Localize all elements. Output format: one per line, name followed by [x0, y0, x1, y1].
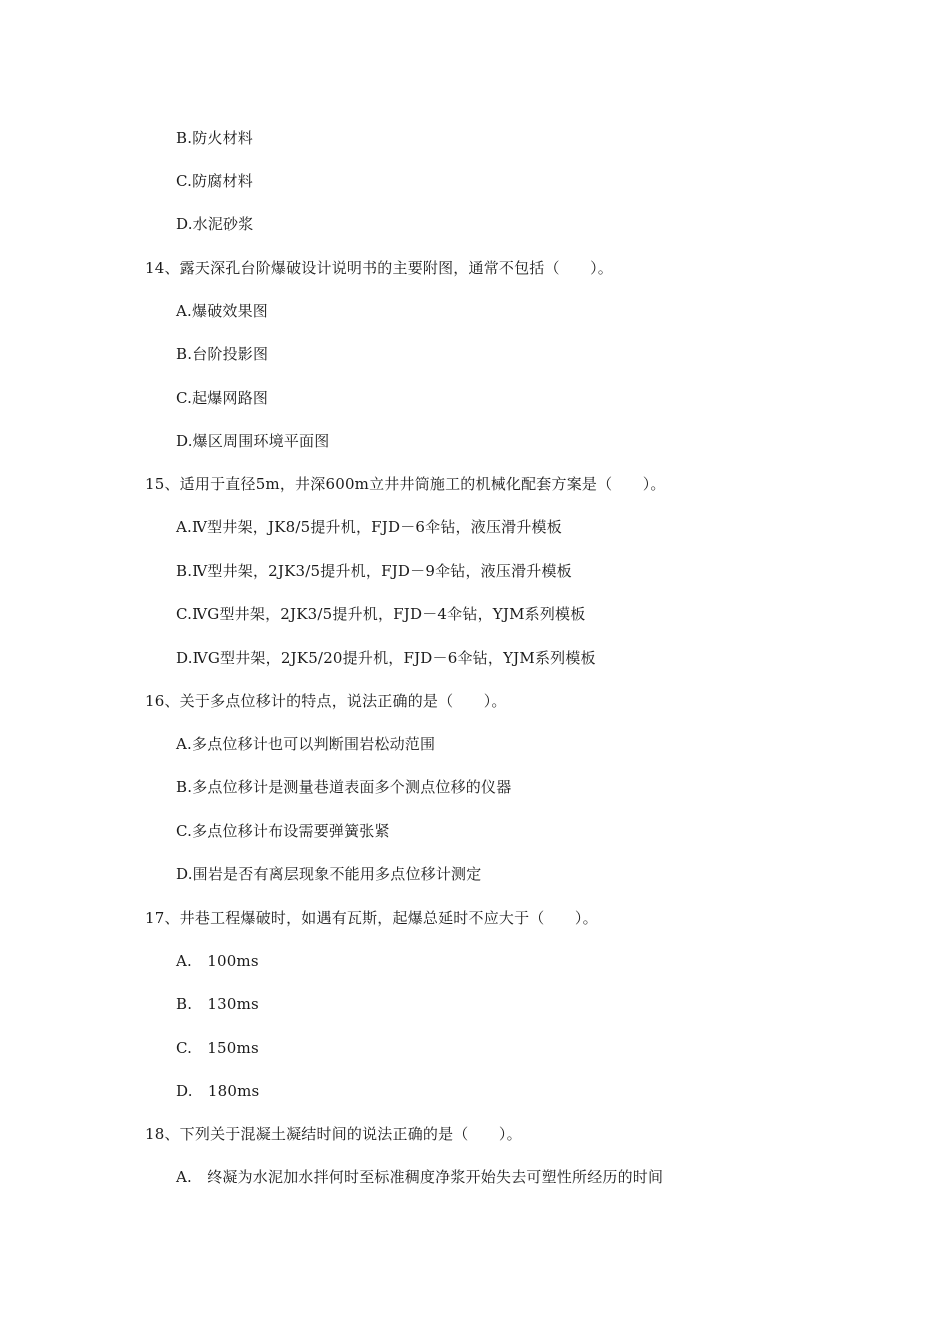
option-line: B.台阶投影图 — [176, 345, 269, 363]
question-line: 17、井巷工程爆破时，如遇有瓦斯，起爆总延时不应大于（ ）。 — [145, 909, 598, 927]
option-line: C.ⅣG型井架，2JK3/5提升机，FJD－4伞钻，YJM系列模板 — [176, 605, 586, 623]
option-line: A.多点位移计也可以判断围岩松动范围 — [176, 735, 436, 753]
option-line: B.防火材料 — [176, 129, 253, 147]
option-line: B.Ⅳ型井架，2JK3/5提升机，FJD－9伞钻，液压滑升模板 — [176, 562, 572, 580]
option-line: D.ⅣG型井架，2JK5/20提升机，FJD－6伞钻，YJM系列模板 — [176, 649, 596, 667]
option-line: C.多点位移计布设需要弹簧张紧 — [176, 822, 390, 840]
option-line: A.Ⅳ型井架，JK8/5提升机，FJD－6伞钻，液压滑升模板 — [176, 518, 562, 536]
option-line: D. 180ms — [176, 1082, 260, 1100]
option-line: C. 150ms — [176, 1039, 259, 1057]
option-line: B.多点位移计是测量巷道表面多个测点位移的仪器 — [176, 778, 512, 796]
option-line: B. 130ms — [176, 995, 259, 1013]
option-line: C.起爆网路图 — [176, 389, 269, 407]
question-line: 15、适用于直径5m，井深600m立井井筒施工的机械化配套方案是（ ）。 — [145, 475, 666, 493]
option-line: A. 终凝为水泥加水拌何时至标准稠度净浆开始失去可塑性所经历的时间 — [176, 1168, 664, 1186]
option-line: A. 100ms — [176, 952, 259, 970]
option-line: D.围岩是否有离层现象不能用多点位移计测定 — [176, 865, 482, 883]
option-line: A.爆破效果图 — [176, 302, 269, 320]
option-line: D.水泥砂浆 — [176, 215, 254, 233]
question-line: 16、关于多点位移计的特点，说法正确的是（ ）。 — [145, 692, 507, 710]
question-line: 18、下列关于混凝土凝结时间的说法正确的是（ ）。 — [145, 1125, 522, 1143]
option-line: C.防腐材料 — [176, 172, 253, 190]
option-line: D.爆区周围环境平面图 — [176, 432, 330, 450]
question-line: 14、露天深孔台阶爆破设计说明书的主要附图，通常不包括（ ）。 — [145, 259, 613, 277]
